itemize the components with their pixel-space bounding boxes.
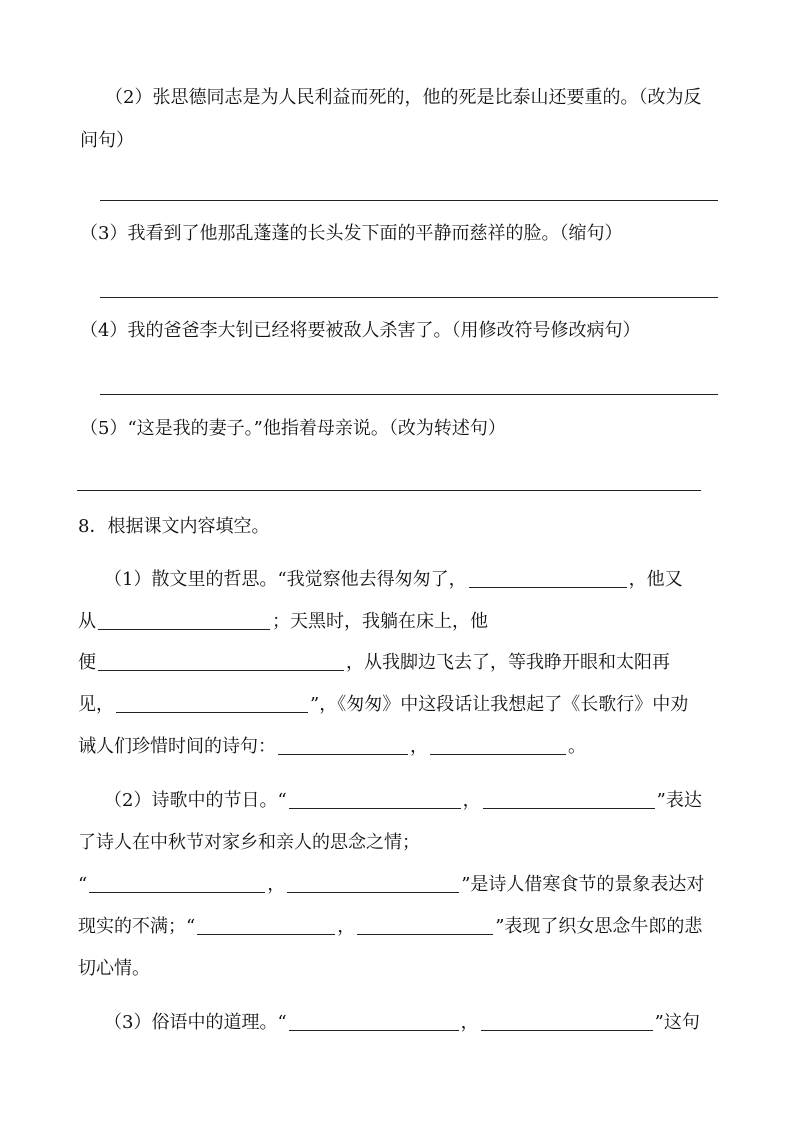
answer-line-item4 — [100, 394, 718, 395]
q7-item5: （5）“这是我的妻子。”他指着母亲说。（改为转述句） — [80, 418, 506, 439]
q8-p2-line5: 切心情。 — [78, 958, 150, 979]
q8-title: 8．根据课文内容填空。 — [78, 516, 270, 537]
fill-blank[interactable] — [430, 736, 566, 755]
fill-blank[interactable] — [197, 916, 335, 935]
fill-blank[interactable] — [278, 736, 408, 755]
q8-p1-line3: 便 ，从我脚边飞去了，等我睁开眼和太阳再 — [78, 652, 670, 673]
fill-blank[interactable] — [98, 611, 270, 630]
answer-line-item5 — [77, 490, 701, 491]
q8-p3-line1: （3）俗语中的道理。“ ， ”这句 — [104, 1012, 700, 1033]
q8-p2-line2: 了诗人在中秋节对家乡和亲人的思念之情； — [78, 832, 420, 853]
answer-line-item2 — [100, 200, 718, 201]
fill-blank[interactable] — [89, 874, 265, 893]
q7-item4: （4）我的爸爸李大钊已经将要被敌人杀害了。（用修改符号修改病句） — [80, 320, 641, 341]
fill-blank[interactable] — [481, 1012, 653, 1031]
q8-p1-line1: （1）散文里的哲思。“我觉察他去得匆匆了， ，他又 — [104, 569, 683, 590]
fill-blank[interactable] — [116, 694, 308, 713]
fill-blank[interactable] — [469, 569, 627, 588]
q8-p1-line2: 从 ；天黑时，我躺在床上，他 — [78, 611, 488, 632]
q7-item3: （3）我看到了他那乱蓬蓬的长头发下面的平静而慈祥的脸。（缩句） — [80, 223, 623, 244]
q7-item2-line2: 问句） — [80, 130, 134, 151]
fill-blank[interactable] — [483, 790, 655, 809]
q8-p2-line4: 现实的不满；“ ， ”表现了织女思念牛郎的悲 — [78, 916, 703, 937]
answer-line-item3 — [100, 297, 718, 298]
q8-p1-line5: 诫人们珍惜时间的诗句： ， 。 — [78, 736, 586, 757]
q8-p1-line4: 见， ”，《匆匆》中这段话让我想起了《长歌行》中劝 — [78, 694, 689, 715]
q7-item2-line1: （2）张思德同志是为人民利益而死的，他的死是比泰山还要重的。（改为反 — [105, 87, 702, 108]
fill-blank[interactable] — [357, 916, 493, 935]
fill-blank[interactable] — [289, 1012, 459, 1031]
q8-p2-line3: “ ， ”是诗人借寒食节的景象表达对 — [78, 874, 705, 895]
q8-p2-line1: （2）诗歌中的节日。“ ， ”表达 — [104, 790, 702, 811]
fill-blank[interactable] — [98, 652, 344, 671]
fill-blank[interactable] — [289, 790, 461, 809]
fill-blank[interactable] — [287, 874, 459, 893]
